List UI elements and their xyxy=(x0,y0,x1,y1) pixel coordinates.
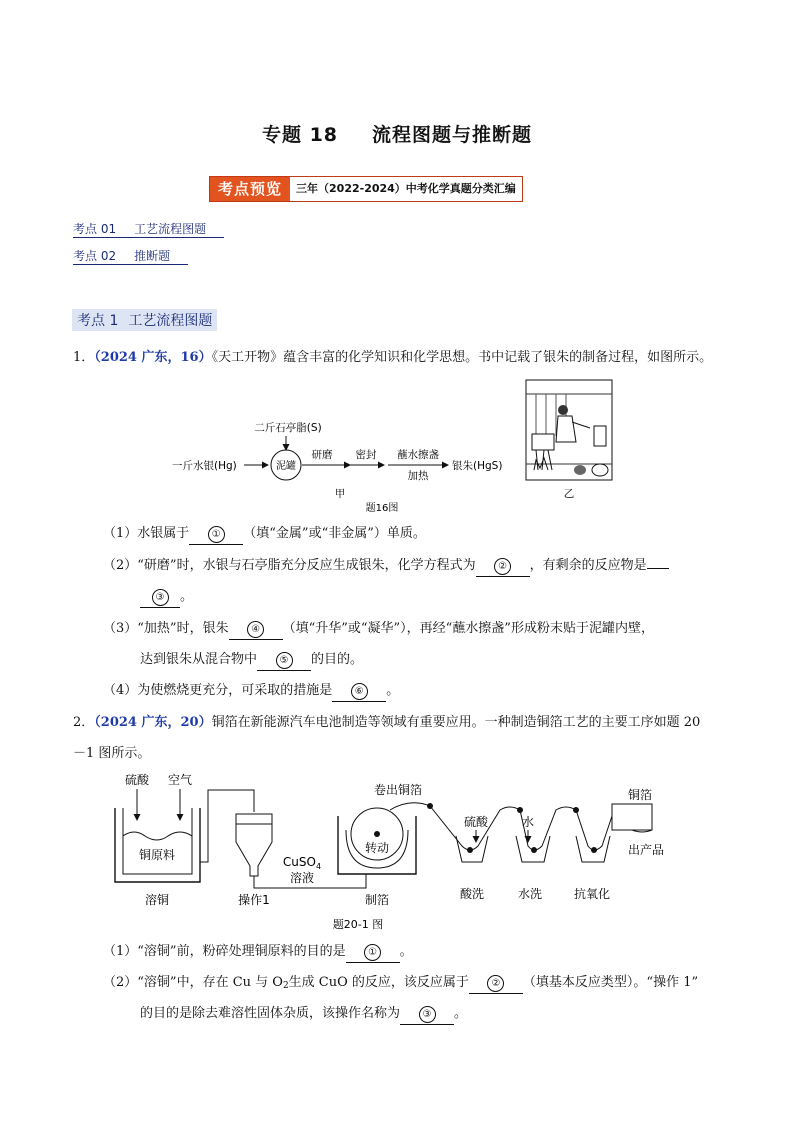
fig2-roller xyxy=(531,847,537,853)
blank-number: ⑥ xyxy=(351,683,368,700)
part-text: 生成 CuO 的反应，该反应属于 xyxy=(288,975,469,990)
answer-blank[interactable] xyxy=(332,681,386,702)
fig1-step3-bottom: 加热 xyxy=(407,470,429,482)
part-text: （填“金属”或“非金属”）单质。 xyxy=(243,526,426,541)
section-label: 工艺流程图题 xyxy=(128,313,213,329)
section-heading xyxy=(72,309,217,331)
fig2-caption: 题20-1 图 xyxy=(332,918,384,931)
question-number: 1． xyxy=(73,350,95,365)
fig2-dissolve: 溶铜 xyxy=(144,893,170,907)
question-source: （2024 广东，16） xyxy=(94,350,212,365)
q1-part-4 xyxy=(103,681,763,702)
blank-number: ① xyxy=(208,526,225,543)
fig2-tank-inner xyxy=(123,808,192,874)
toc-code: 考点 01 xyxy=(73,222,117,236)
blank-number: ④ xyxy=(247,621,264,638)
part-text: （2）“研磨”时，水银与石亭脂充分反应生成银朱，化学方程式为 xyxy=(103,558,476,573)
part-text: （3）“加热”时，银朱 xyxy=(103,621,229,636)
answer-blank[interactable] xyxy=(189,524,243,545)
part-text: （填基本反应类型）。“操作 1” xyxy=(522,975,699,990)
toc-label: 工艺流程图题 xyxy=(134,222,207,236)
fig2-liquid-surface xyxy=(123,832,192,840)
q1-part-1 xyxy=(103,524,763,545)
banner-text: 三年（2022-2024）中考化学真题分类汇编 xyxy=(290,177,522,201)
fig2-roller xyxy=(573,807,579,813)
fig2-roll-out: 卷出铜箔 xyxy=(373,783,423,797)
part-text: 的目的。 xyxy=(311,652,364,667)
fig1-step3-top: 蘸水擦盏 xyxy=(397,449,439,461)
title-text: 流程图题与推断题 xyxy=(372,124,533,146)
part-text: 达到银朱从混合物中 xyxy=(140,652,258,667)
blank-number: ① xyxy=(364,944,381,961)
answer-blank[interactable] xyxy=(229,619,283,640)
blank-number: ③ xyxy=(152,589,169,606)
answer-blank[interactable] xyxy=(476,556,530,577)
question-number: 2． xyxy=(73,715,95,730)
toc-label: 推断题 xyxy=(134,249,171,263)
page-title xyxy=(0,120,794,147)
q1-part-2 xyxy=(103,556,763,577)
fig2-water: 水 xyxy=(521,815,535,829)
answer-blank[interactable] xyxy=(257,650,311,671)
q1-stem xyxy=(73,348,733,368)
answer-blank[interactable] xyxy=(469,973,523,994)
q2-stem-cont xyxy=(73,744,733,764)
toc-code: 考点 02 xyxy=(73,249,117,263)
question-source: （2024 广东，20） xyxy=(94,715,212,730)
fig1-label-a: 甲 xyxy=(334,488,346,500)
fig2-rotate: 转动 xyxy=(364,841,390,855)
blank-number: ② xyxy=(494,558,511,575)
part-text: 的目的是除去难溶性固体杂质，该操作名称为 xyxy=(140,1006,401,1021)
fig1-vessel: 泥罐 xyxy=(276,461,296,472)
fig2-roller xyxy=(591,847,597,853)
fig2-acid-wash: 酸洗 xyxy=(459,887,485,901)
fig2-roller xyxy=(517,807,523,813)
q2-stem xyxy=(73,713,733,733)
blank-number: ⑤ xyxy=(276,652,293,669)
q2-part-2 xyxy=(103,973,763,996)
part-text: （1）“溶铜”前，粉碎处理铜原料的目的是 xyxy=(103,944,346,959)
fig2-foil-path xyxy=(390,803,614,850)
question-stem: 铜箔在新能源汽车电池制造等领域有重要应用。一种制造铜箔工艺的主要工序如题 20 xyxy=(211,715,701,730)
fig1-product: 银朱(HgS) xyxy=(452,460,503,472)
part-text: 。 xyxy=(454,1006,468,1021)
part-text: 。 xyxy=(180,589,194,604)
fig1-step2: 密封 xyxy=(355,449,377,461)
fig2-tank-outer xyxy=(115,808,200,882)
toc-link-02[interactable] xyxy=(73,247,188,265)
part-text: 。 xyxy=(399,944,413,959)
fig2-antiox: 抗氧化 xyxy=(573,887,611,901)
fig2-raw: 铜原料 xyxy=(138,848,176,862)
fig2-acid: 硫酸 xyxy=(125,773,150,787)
fig1-label-b: 乙 xyxy=(563,488,575,500)
q2-part-1 xyxy=(103,942,763,963)
fig2-drum-axis xyxy=(374,831,380,837)
fig2-foil: 铜箔 xyxy=(627,788,653,802)
fig2-roller xyxy=(427,803,433,809)
fig2-product: 出产品 xyxy=(627,843,665,857)
banner-tag: 考点预览 xyxy=(210,177,290,201)
fig2-solution-b: 溶液 xyxy=(289,871,315,885)
fig2-water-wash: 水洗 xyxy=(517,887,543,901)
answer-blank-continuation xyxy=(647,568,669,569)
fig2-air: 空气 xyxy=(168,773,193,787)
fig1-left-input: 一斤水银(Hg) xyxy=(172,460,237,472)
q1-part-3-cont xyxy=(140,650,794,671)
blank-number: ③ xyxy=(419,1006,436,1023)
fig1-top-input: 二斤石亭脂(S) xyxy=(254,422,322,434)
q1-figure xyxy=(160,376,630,516)
q1-part-2-cont xyxy=(140,587,794,608)
fig2-roller xyxy=(467,847,473,853)
section-code: 考点 1 xyxy=(77,313,119,329)
fig1-step1: 研磨 xyxy=(311,449,333,461)
question-stem-continuation: －1 图所示。 xyxy=(73,746,151,761)
title-number: 专题 18 xyxy=(261,124,339,146)
fig2-solution: CuSO$_4$ xyxy=(282,855,322,871)
part-text: （1）水银属于 xyxy=(103,526,190,541)
answer-blank[interactable] xyxy=(400,1004,454,1025)
q1-part-3 xyxy=(103,619,763,640)
part-text: （填“升华”或“凝华”），再经“蘸水擦盏”形成粉末贴于泥罐内壁， xyxy=(282,621,654,636)
part-text: ，有剩余的反应物是 xyxy=(529,558,647,573)
q2-figure xyxy=(110,770,670,940)
fig1-caption: 题16图 xyxy=(365,503,399,514)
fig2-make: 制箔 xyxy=(364,893,390,907)
subscript: 2 xyxy=(282,981,289,991)
question-stem: 《天工开物》蕴含丰富的化学知识和化学思想。书中记载了银朱的制备过程，如图所示。 xyxy=(211,350,713,365)
part-text: 。 xyxy=(386,683,400,698)
fig2-op1: 操作1 xyxy=(238,893,270,907)
toc-link-01[interactable] xyxy=(73,220,224,238)
part-text: （4）为使燃烧更充分，可采取的措施是 xyxy=(103,683,333,698)
fig2-product-roll xyxy=(612,804,652,830)
fig1-illustration xyxy=(526,380,612,480)
part-text: （2）“溶铜”中，存在 Cu 与 O xyxy=(103,975,283,990)
blank-number: ② xyxy=(487,975,504,992)
answer-blank[interactable] xyxy=(346,942,400,963)
preview-banner xyxy=(209,176,523,202)
fig2-acid2: 硫酸 xyxy=(463,815,489,829)
q2-part-2-cont xyxy=(140,1004,794,1025)
fig2-filter xyxy=(236,814,272,876)
answer-blank[interactable] xyxy=(140,587,180,608)
